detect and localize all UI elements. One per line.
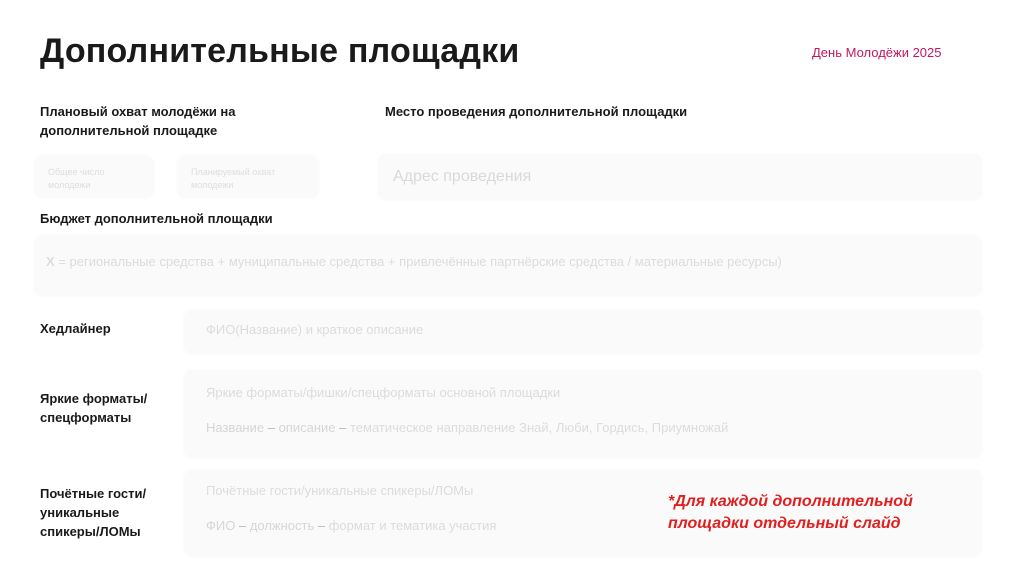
slide-note: *Для каждой дополнительной площадки отдельный слайд bbox=[668, 493, 913, 532]
guests-fio: ФИО bbox=[206, 518, 236, 533]
event-name: День Молодёжи 2025 bbox=[812, 45, 942, 60]
address-placeholder: Адрес проведения bbox=[393, 168, 532, 185]
planned-reach-placeholder: Планируемый охват молодежи bbox=[191, 167, 276, 190]
budget-formula-prefix: Х bbox=[46, 254, 55, 269]
headliner-placeholder: ФИО(Название) и краткое описание bbox=[206, 322, 424, 337]
headliner-field[interactable] bbox=[184, 310, 982, 354]
guests-label: Почётные гости/ уникальные спикеры/ЛОМы bbox=[40, 486, 147, 539]
budget-field[interactable] bbox=[34, 236, 982, 296]
formats-field[interactable] bbox=[184, 370, 982, 458]
guests-dash-1: – bbox=[235, 518, 250, 533]
formats-name: Название bbox=[206, 420, 265, 435]
reach-label: Плановый охват молодёжи на дополнительной площадке bbox=[40, 104, 236, 138]
budget-formula bbox=[46, 254, 782, 269]
page-title: Дополнительные площадки bbox=[40, 32, 520, 70]
total-youth-placeholder: Общее число молодежи bbox=[48, 167, 105, 190]
formats-line2 bbox=[206, 420, 728, 435]
planned-reach-field[interactable] bbox=[177, 156, 319, 198]
formats-dash-1: – bbox=[264, 420, 279, 435]
venue-label: Место проведения дополнительной площадки bbox=[385, 104, 688, 119]
formats-line1: Яркие форматы/фишки/спецформаты основной площадки bbox=[206, 385, 561, 400]
formats-description: описание bbox=[278, 420, 336, 435]
formats-label: Яркие форматы/ спецформаты bbox=[40, 391, 148, 425]
budget-label: Бюджет дополнительной площадки bbox=[40, 211, 273, 226]
formats-theme: тематическое направление Знай, Люби, Гордись, Приумножай bbox=[349, 420, 729, 435]
formats-dash-2: – bbox=[335, 420, 350, 435]
guests-line1: Почётные гости/уникальные спикеры/ЛОМы bbox=[206, 483, 474, 498]
address-field[interactable] bbox=[378, 154, 982, 200]
guests-format: формат и тематика участия bbox=[328, 518, 497, 533]
headliner-label: Хедлайнер bbox=[40, 321, 111, 336]
guests-position: должность bbox=[249, 518, 315, 533]
budget-formula-text: = региональные средства + муниципальные средства + привлечённые партнёрские средства / материальные ресурсы) bbox=[54, 254, 782, 269]
guests-dash-2: – bbox=[314, 518, 329, 533]
guests-line2 bbox=[206, 518, 496, 533]
total-youth-field[interactable] bbox=[34, 156, 154, 198]
